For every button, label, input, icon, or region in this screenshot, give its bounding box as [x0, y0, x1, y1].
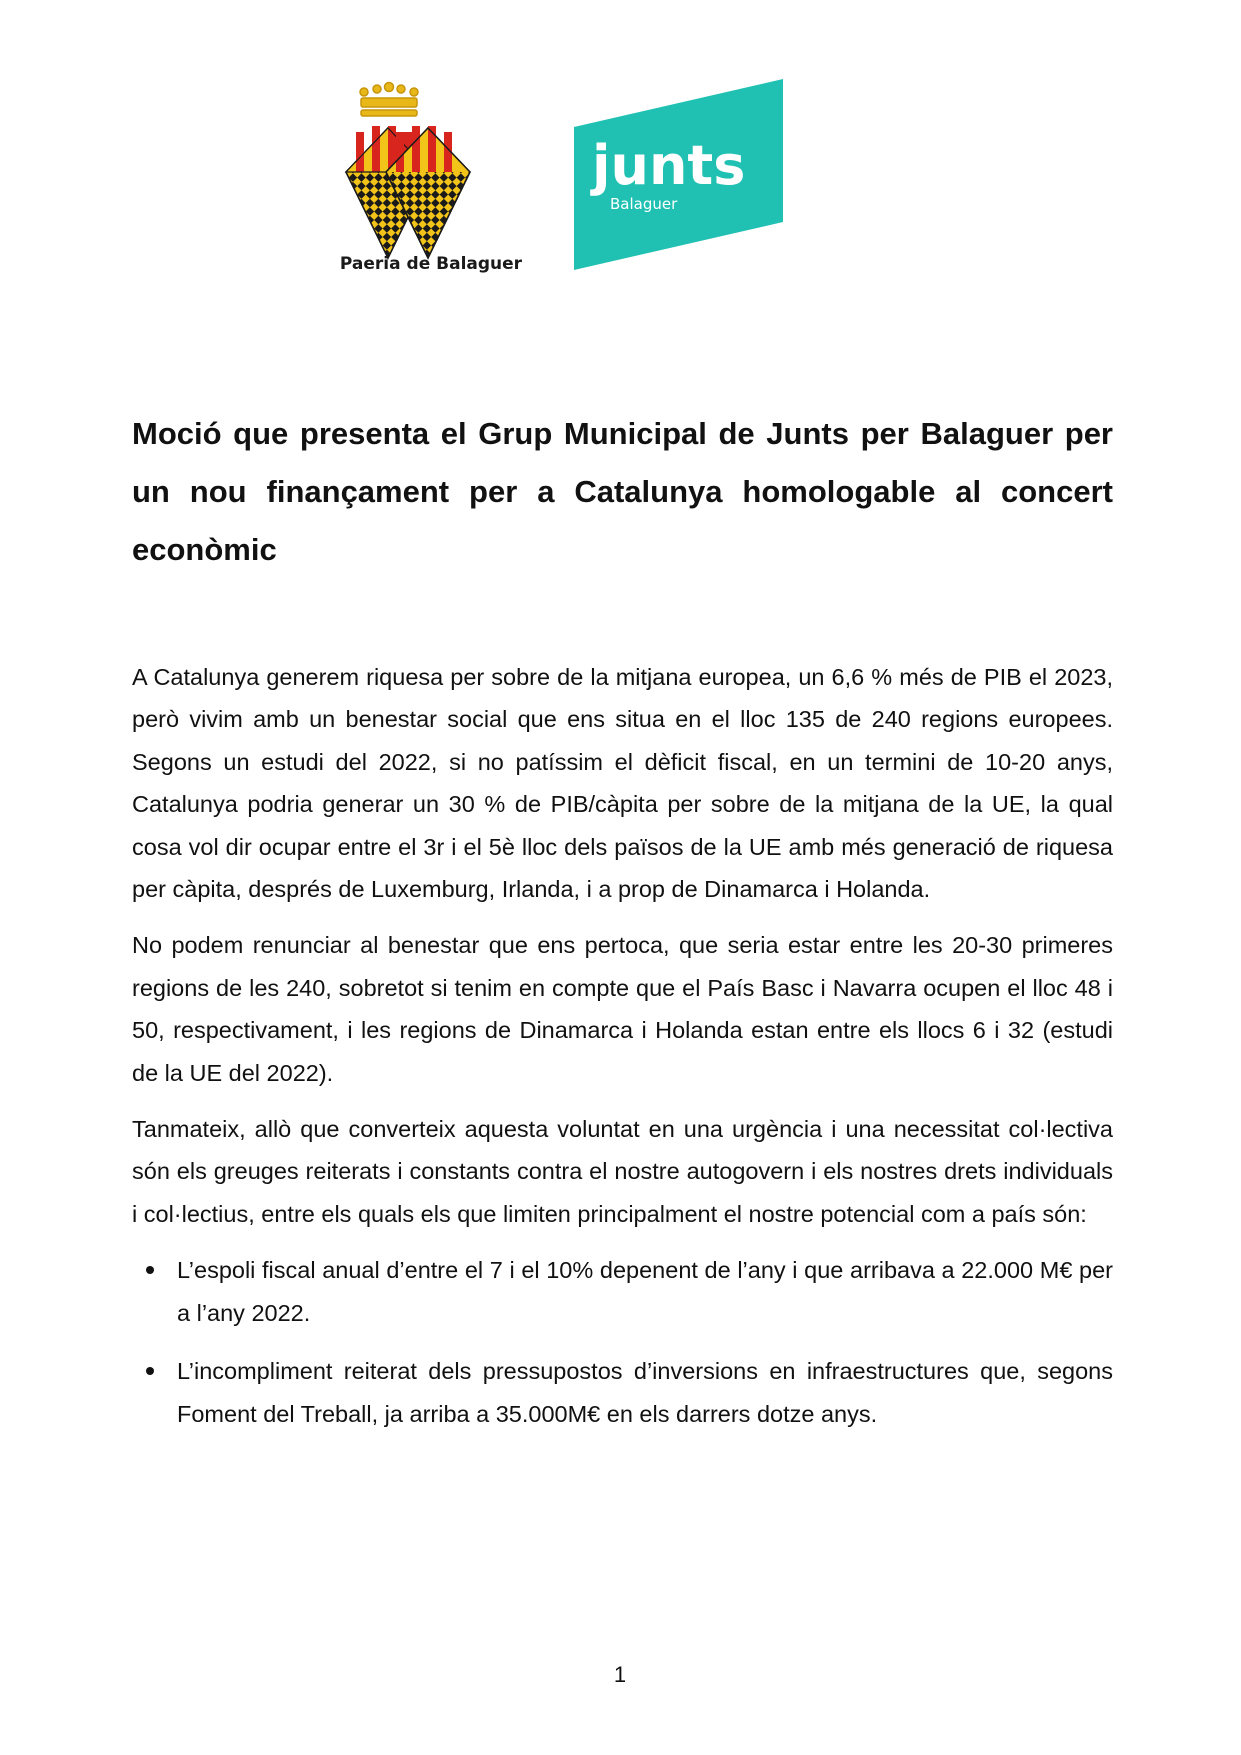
paeria-caption: Paeria de Balaguer	[339, 254, 523, 274]
paragraph: Tanmateix, allò que converteix aquesta voluntat en una urgència i una necessitat col·lectiva són els greuges reiterats i constants contra el nostre autogovern i els nostres drets individuals i col·lectius, entre els quals els que limiten principalment el nostre potencial com a país són:	[132, 1116, 1113, 1227]
shield-right-icon	[386, 126, 470, 258]
paeria-coat-of-arms	[336, 80, 526, 280]
bullet-text: L’incompliment reiterat dels pressupostos d’inversions en infraestructures que, segons Foment del Treball, ja arriba a 35.000M€ en els darrers dotze anys.	[177, 1358, 1113, 1427]
paragraph: A Catalunya generem riquesa per sobre de la mitjana europea, un 6,6 % més de PIB el 2023, però vivim amb un benestar social que ens situa en el lloc 135 de 240 regions europees. Segons un estudi del 2022, si no patíssim el dèficit fiscal, en un termini de 10-20 anys, Catalunya podria generar un 30 % de PIB/càpita per sobre de la mitjana de la UE, la qual cosa vol dir ocupar entre el 3r i el 5è lloc dels països de la UE amb més generació de riquesa per càpita, després de Luxemburg, Irlanda, i a prop de Dinamarca i Holanda.	[132, 664, 1113, 903]
bullet-icon	[146, 1266, 154, 1274]
bullet-list	[132, 1249, 1113, 1435]
bullet-icon	[146, 1367, 154, 1375]
document-title: Moció que presenta el Grup Municipal de Junts per Balaguer per un nou finançament per a Catalunya homologable al concert econòmic	[132, 416, 1113, 567]
junts-logo-name: junts	[592, 134, 746, 197]
paragraph: No podem renunciar al benestar que ens pertoca, que seria estar entre les 20-30 primeres regions de les 240, sobretot si tenim en compte que el País Basc i Navarra ocupen el lloc 48 i 50, respectivament, i les regions de Dinamarca i Holanda estan entre els llocs 6 i 32 (estudi de la UE del 2022).	[132, 932, 1113, 1086]
page-number: 1	[613, 1662, 627, 1687]
junts-logo-subtitle: Balaguer	[610, 195, 678, 213]
bullet-item	[132, 1249, 1113, 1334]
document-body	[132, 656, 1113, 1451]
crown-icon	[360, 83, 418, 117]
junts-logo	[574, 79, 783, 270]
bullet-item	[132, 1350, 1113, 1435]
bullet-text: L’espoli fiscal anual d’entre el 7 i el 10% depenent de l’any i que arribava a 22.000 M€ per a l’any 2022.	[177, 1257, 1113, 1326]
